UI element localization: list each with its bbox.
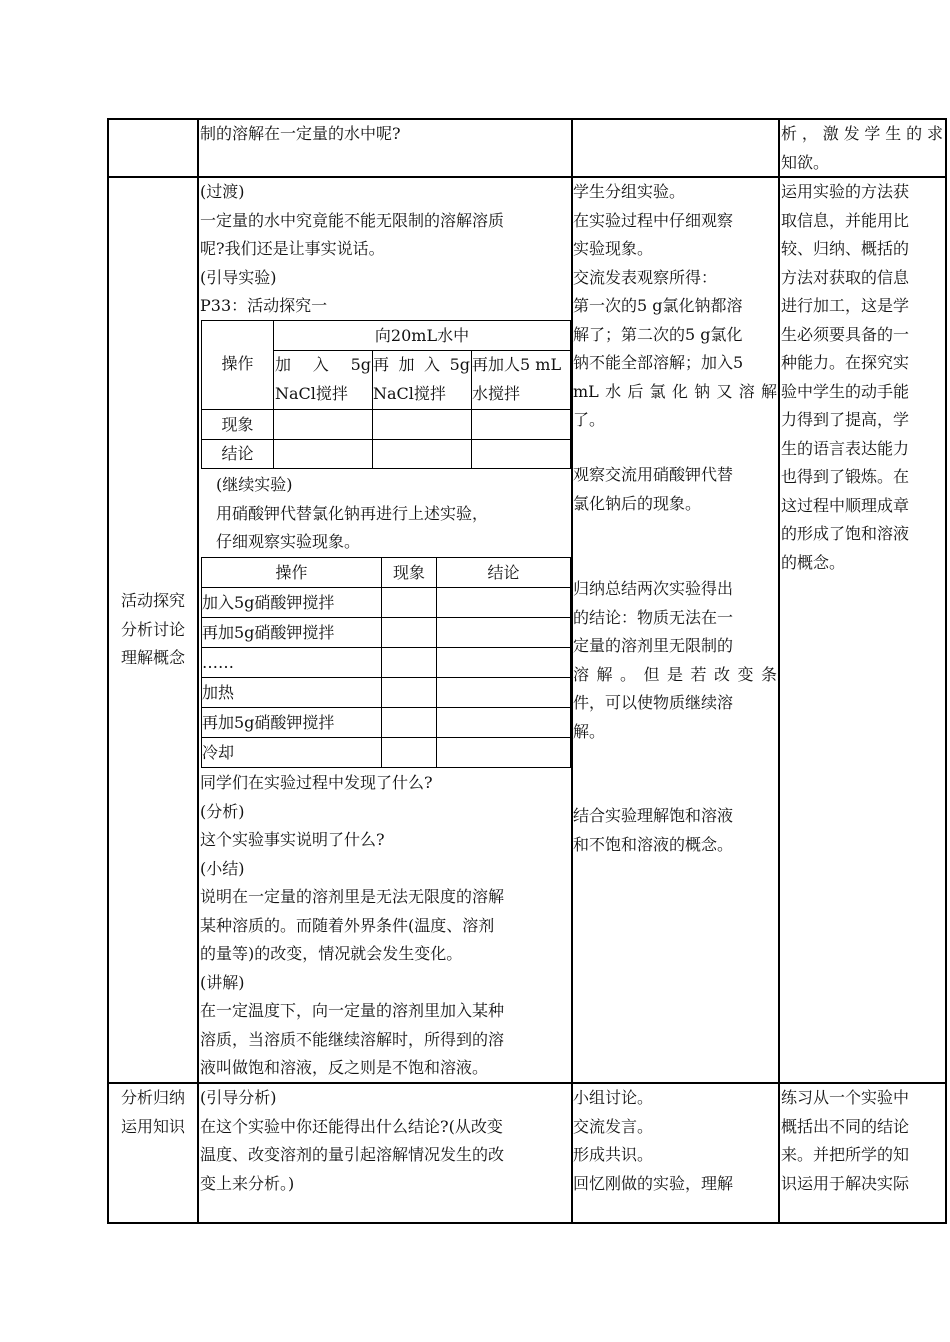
teacher-activity-intro: (过渡) 一定量的水中究竟能不能无限制的溶解溶质 呢?我们还是让事实说话。 (引导实验) P33：活动探究一 xyxy=(200,182,505,315)
table-border-col3 xyxy=(778,118,780,1224)
table1-span-header: 向20mL水中 xyxy=(374,326,470,345)
table2-header-conclusion: 结论 xyxy=(487,563,520,582)
table-border-col1 xyxy=(197,118,199,1224)
table2-header-op: 操作 xyxy=(275,563,308,582)
table-border-bottom xyxy=(107,1222,947,1224)
table1-sub-header-1: 加入5g NaCl搅拌 xyxy=(275,355,371,403)
teacher-activity-analysis: 同学们在实验过程中发现了什么? (分析) 这个实验事实说明了什么? (小结) 说明在一定量的溶剂里是无法无限度的溶解 某种溶质的。而随着外界条件(温度、溶剂 的量等)的改变，情况就会发生变化。 (讲解) 在一定温度下，向一定量的溶剂里加入某种 溶质，当溶质不能继续溶解时，所得到的溶 液叫做饱和溶液，反之则是不饱和溶液。 xyxy=(200,773,505,1077)
design-intent: 运用实验的方法获 取信息，并能用比 较、归纳、概括的 方法对获取的信息 进行加工，这是学 生必须要具备的一 种能力。在探究实 验中学生的动手能 力得到了提高，学 生的语言表达能力 也得到了锻炼。在 这过程中顺理成章 的形成了饱和溶液 的概念。 xyxy=(781,182,910,572)
row2-teacher-activity: (引导分析) 在这个实验中你还能得出什么结论?(从改变 温度、改变溶剂的量引起溶解情况发生的改 变上来分析。) xyxy=(200,1088,505,1193)
student-activity-a: 学生分组实验。 在实验过程中仔细观察 实验现象。 交流发表观察所得： 第一次的5 g氯化钠都溶 解了；第二次的5 g氯化 钠不能全部溶解；加入5 mL水后氯化钠又溶解 了。 xyxy=(573,182,777,429)
teacher-activity-continue: (继续实验) 用硝酸钾代替氯化钠再进行上述实验， 仔细观察实验现象。 xyxy=(216,475,489,551)
table2-row: 加热 xyxy=(202,683,235,702)
row1-stage-label: 活动探究 分析讨论 理解概念 xyxy=(120,591,185,667)
table2-row: 加入5g硝酸钾搅拌 xyxy=(202,593,335,612)
table1-op-header: 操作 xyxy=(221,354,254,373)
table1-row-conclusion: 结论 xyxy=(221,444,254,463)
student-activity-c: 归纳总结两次实验得出 的结论：物质无法在一 定量的溶剂里无限制的 溶解。但是若改变条 件，可以使物质继续溶 解。 xyxy=(573,579,777,741)
row2-stage-label: 分析归纳 运用知识 xyxy=(120,1088,185,1136)
table1-row-phenomenon: 现象 xyxy=(221,415,254,434)
table1-sub-header-2: 再加入5g NaCl搅拌 xyxy=(373,355,470,403)
table2-row: 再加5g硝酸钾搅拌 xyxy=(202,623,335,642)
table-border-right xyxy=(945,118,947,1224)
student-activity-d: 结合实验理解饱和溶液 和不饱和溶液的概念。 xyxy=(573,806,734,854)
row2-student-activity: 小组讨论。 交流发言。 形成共识。 回忆刚做的实验，理解 xyxy=(573,1088,734,1193)
table2-header-phenomenon: 现象 xyxy=(392,563,425,582)
table1-sub-header-3: 再加人5 mL 水搅拌 xyxy=(472,355,562,403)
table2-row: 冷却 xyxy=(202,743,235,762)
row0-note: 析，激发学生的求 知欲。 xyxy=(781,124,943,172)
row2-design-intent: 练习从一个实验中 概括出不同的结论 来。并把所学的知 识运用于解决实际 xyxy=(781,1088,910,1193)
row0-content: 制的溶解在一定量的水中呢? xyxy=(200,124,401,143)
table2-row: 再加5g硝酸钾搅拌 xyxy=(202,713,335,732)
student-activity-b: 观察交流用硝酸钾代替 氯化钠后的现象。 xyxy=(573,465,734,513)
table2-row: …… xyxy=(202,653,234,672)
